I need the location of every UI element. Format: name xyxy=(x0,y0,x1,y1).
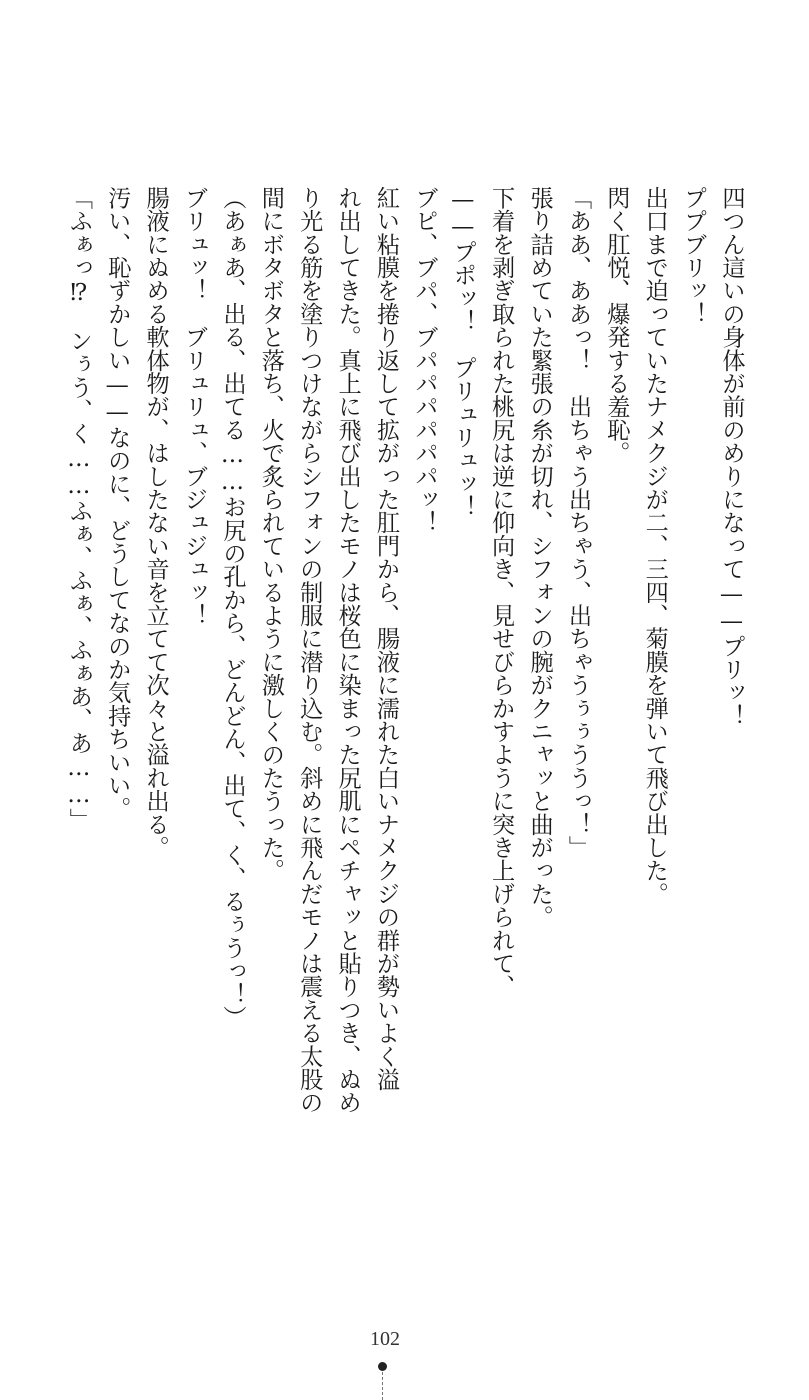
text-line: 「ああ、ああっ！ 出ちゃう出ちゃう、出ちゃうぅぅううっ！」 xyxy=(564,186,592,859)
text-line: ププブリッ！ xyxy=(679,186,707,326)
text-line: り光る筋を塗りつけながらシフォンの制服に潜り込む。斜めに飛んだモノは震える太股の xyxy=(295,186,323,1115)
page-marker-line xyxy=(382,1372,383,1400)
text-line: ブピ、ブパ、ブパパパパパパッ！ xyxy=(410,186,438,534)
text-line: れ出してきた。真上に飛び出したモノは桜色に染まった尻肌にペチャッと貼りつき、ぬめ xyxy=(334,186,362,1114)
page-number: 102 xyxy=(370,1328,400,1350)
vertical-text-block xyxy=(60,186,750,1306)
text-line: ——プポッ！ プリュリュッ！ xyxy=(449,186,477,519)
text-line: 張り詰めていた緊張の糸が切れ、シフォンの腕がクニャッと曲がった。 xyxy=(526,186,554,929)
text-line: 汚い、恥ずかしい——なのに、どうしてなのか気持ちいい。 xyxy=(103,186,131,820)
text-line: 四つん這いの身体が前のめりになって——プリッ！ xyxy=(718,186,745,728)
text-line: 紅い粘膜を捲り返して拡がった肛門から、腸液に濡れた白いナメクジの群が勢いよく溢 xyxy=(372,186,400,1091)
text-line: 閃く肛悦、爆発する羞恥。 xyxy=(602,186,630,465)
page-marker-dot xyxy=(378,1362,387,1371)
text-line: 間にボタボタと落ち、火で炙られているように激しくのたうった。 xyxy=(257,186,285,882)
text-line: （あぁあ、出る、出てる……お尻の孔から、どんどん、出て、く、るぅうっ！） xyxy=(218,186,246,1029)
text-line: ブリュッ！ ブリュリュ、ブジュジュッ！ xyxy=(180,186,208,627)
text-line: 出口まで迫っていたナメクジが二、三四、菊膜を弾いて飛び出した。 xyxy=(641,186,669,906)
text-line: 「ふぁっ⁉ ンぅう、く……ふぁ、ふぁ、ふぁあ、あ……」 xyxy=(65,186,93,832)
text-line: 下着を剥ぎ取られた桃尻は逆に仰向き、見せびらかすように突き上げられて、 xyxy=(487,186,515,998)
text-line: 腸液にぬめる軟体物が、はしたない音を立てて次々と溢れ出る。 xyxy=(142,186,170,859)
